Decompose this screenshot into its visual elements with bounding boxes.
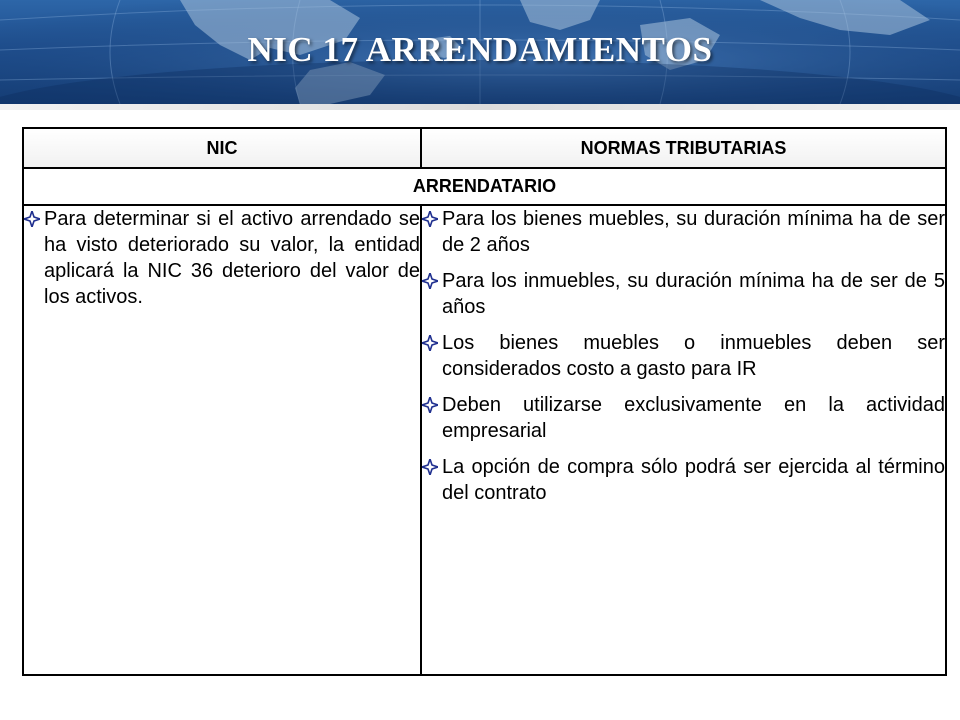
column-header-normas-tributarias: NORMAS TRIBUTARIAS [421,128,946,168]
content-row [23,205,946,675]
banner-divider [0,104,960,110]
slide-title: NIC 17 ARRENDAMIENTOS [247,30,713,69]
tax-item-text: Para los bienes muebles, su duración mínima ha de ser de 2 años [442,208,945,256]
list-item [422,206,945,258]
list-item [422,392,945,444]
tax-cell [421,205,946,675]
nic-item-text: Para determinar si el activo arrendado se ha visto deteriorado su valor, la entidad aplicará la NIC 36 deterioro del valor de los activos. [44,208,420,308]
tax-item-text: La opción de compra sólo podrá ser ejercida al término del contrato [442,456,945,504]
list-item [24,206,420,310]
subheader-arrendatario: ARRENDATARIO [23,168,946,205]
header-row [23,128,946,168]
tax-item-text: Deben utilizarse exclusivamente en la actividad empresarial [442,394,945,442]
diamond-bullet-icon [422,211,438,227]
list-item [422,268,945,320]
tax-item-text: Para los inmuebles, su duración mínima ha de ser de 5 años [442,270,945,318]
nic-cell [23,205,421,675]
list-item [422,330,945,382]
diamond-bullet-icon [24,211,40,227]
column-header-nic: NIC [23,128,421,168]
title-banner [0,0,960,104]
diamond-bullet-icon [422,397,438,413]
list-item [422,454,945,506]
tax-item-text: Los bienes muebles o inmuebles deben ser considerados costo a gasto para IR [442,332,945,380]
diamond-bullet-icon [422,459,438,475]
diamond-bullet-icon [422,335,438,351]
comparison-table [22,127,947,676]
subheader-row [23,168,946,205]
diamond-bullet-icon [422,273,438,289]
